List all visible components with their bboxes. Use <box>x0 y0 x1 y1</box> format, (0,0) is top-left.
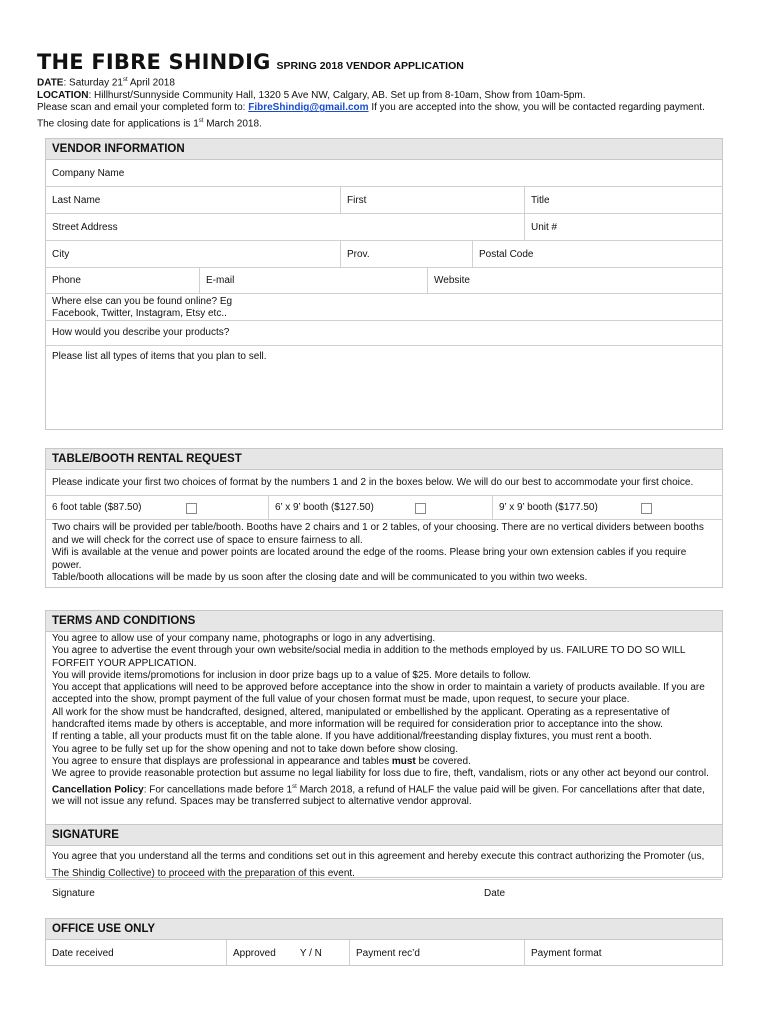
booth-instructions-row <box>46 470 722 496</box>
form-header <box>37 50 737 131</box>
terms-line-displays: You agree to ensure that displays are professional in appearance and tables must be covered. <box>52 755 471 767</box>
terms-line: All work for the show must be handcrafted, designed, altered, manipulated or embellished by the applicant. Operating as a representative of handcrafted items made by others is acceptable, and more information will be required for consideration prior to acceptance into the show. <box>52 706 670 731</box>
approved-yn: Y / N <box>299 947 322 959</box>
terms-line: You will provide items/promotions for inclusion in door prize bags up to a value of $25. More details to follow. <box>52 669 531 681</box>
closing-date: The closing date for applications is 1st March 2018. <box>37 117 262 130</box>
booth-instructions: Please indicate your first two choices of format by the numbers 1 and 2 in the boxes below. We will do our best to accommodate your first choice. <box>52 477 694 488</box>
name-row <box>46 187 722 214</box>
vendor-information-section <box>45 138 723 430</box>
terms-line: You accept that applications will need to be approved before acceptance into the show in order to maintain a variety of products available. If you are accepted into the show, prompt payment of the full value of your chosen format must be made, upon request, to secure your place. <box>52 682 705 706</box>
title-field[interactable]: Title <box>524 187 722 213</box>
phone-field[interactable]: Phone <box>52 275 81 286</box>
signature-heading: SIGNATURE <box>46 825 722 846</box>
last-name-field[interactable]: Last Name <box>52 194 101 206</box>
approved-field[interactable]: Approved Y / N <box>226 940 349 966</box>
section-heading: OFFICE USE ONLY <box>46 919 722 940</box>
terms-line: You agree to be fully set up for the show opening and not to take down before show closing. <box>52 743 459 755</box>
event-date: DATE: Saturday 21st April 2018 <box>37 77 175 89</box>
terms-line: You agree to advertise the event through your own website/social media in addition to the methods employed by us. FAILURE TO DO SO WILL FORFEIT YOUR APPLICATION. <box>52 645 686 669</box>
terms-body <box>46 632 722 825</box>
cancellation-policy: Cancellation Policy: For cancellations made before 1st March 2018, a refund of HALF the value paid will be given. For cancellations after that date, we will not issue any refund. Spaces may be transferred subject to alternative vendor approval. <box>52 783 705 808</box>
email-link[interactable]: FibreShindig@gmail.com <box>248 102 369 114</box>
terms-section <box>45 610 723 899</box>
option-6ft-table: 6 foot table ($87.50) <box>46 496 268 519</box>
province-field[interactable]: Prov. <box>340 241 472 267</box>
signature-row <box>46 880 722 906</box>
option-6ft-table-checkbox[interactable] <box>186 503 197 514</box>
items-list-field[interactable] <box>46 346 722 430</box>
section-heading: TABLE/BOOTH RENTAL REQUEST <box>46 449 722 470</box>
payment-received-field[interactable]: Payment rec’d <box>349 940 524 966</box>
street-address-field[interactable]: Street Address <box>52 221 118 233</box>
booth-options-row <box>46 496 722 520</box>
option-6x9-booth-checkbox[interactable] <box>415 503 426 514</box>
company-name-field[interactable]: Company Name <box>52 167 125 179</box>
postal-code-field[interactable]: Postal Code <box>472 241 722 267</box>
first-name-field[interactable]: First <box>340 187 524 213</box>
event-location: LOCATION: Hillhurst/Sunnyside Community Hall, 1320 5 Ave NW, Calgary, AB. Set up from 8-10am, Show from 10am-5pm. <box>37 89 586 101</box>
booth-notes-row <box>46 520 722 588</box>
option-6x9-booth: 6’ x 9’ booth ($127.50) <box>268 496 492 519</box>
signature-agreement: You agree that you understand all the terms and conditions set out in this agreement and hereby execute this contract authorizing the Promoter (us, The Shindig Collective) to proceed with the preparation of this event. <box>46 846 722 880</box>
online-presence-field[interactable] <box>46 294 722 321</box>
product-description-field[interactable] <box>46 321 722 346</box>
booth-note-wifi: Wifi is available at the venue and power points are located around the edge of the rooms. Please bring your own extension cables if you require power. <box>52 547 687 571</box>
email-field[interactable]: E-mail <box>199 268 427 293</box>
contact-row <box>46 268 722 294</box>
date-received-field[interactable]: Date received <box>52 947 114 959</box>
city-row <box>46 241 722 268</box>
section-heading: VENDOR INFORMATION <box>46 139 722 160</box>
online-presence-label-2: Facebook, Twitter, Instagram, Etsy etc.. <box>52 307 227 319</box>
terms-line: If renting a table, all your products must fit on the table alone. If you have additional/freestanding display fixtures, you must rent a booth. <box>52 731 652 743</box>
office-row <box>46 940 722 966</box>
submission-instructions: Please scan and email your completed form to: FibreShindig@gmail.com If you are accepted into the show, you will be contacted regarding payment. <box>37 102 705 114</box>
form-subtitle: SPRING 2018 VENDOR APPLICATION <box>276 60 464 72</box>
signature-field[interactable]: Signature <box>52 887 95 899</box>
form-title: THE FIBRE SHINDIG <box>37 50 271 74</box>
company-row <box>46 160 722 187</box>
signature-date-field[interactable]: Date <box>484 887 506 899</box>
option-9x9-booth: 9’ x 9’ booth ($177.50) <box>492 496 722 519</box>
website-field[interactable]: Website <box>427 268 722 293</box>
booth-note-allocation: Table/booth allocations will be made by us soon after the closing date and will be communicated to you within two weeks. <box>52 572 588 583</box>
payment-format-field[interactable]: Payment format <box>524 940 722 966</box>
online-presence-label-1: Where else can you be found online? Eg <box>52 296 233 307</box>
section-heading: TERMS AND CONDITIONS <box>46 611 722 632</box>
address-row <box>46 214 722 241</box>
option-9x9-booth-checkbox[interactable] <box>641 503 652 514</box>
items-list-label: Please list all types of items that you plan to sell. <box>52 351 267 362</box>
product-description-label: How would you describe your products? <box>52 327 230 338</box>
terms-line: You agree to allow use of your company name, photographs or logo in any advertising. <box>52 633 436 644</box>
terms-line: We agree to provide reasonable protection but assume no legal liability for loss due to fire, theft, vandalism, riots or any other act beyond our control. <box>52 768 709 780</box>
city-field[interactable]: City <box>52 248 70 260</box>
office-use-section <box>45 918 723 966</box>
unit-field[interactable]: Unit # <box>524 214 722 240</box>
booth-note-chairs: Two chairs will be provided per table/booth. Booths have 2 chairs and 1 or 2 tables, of your choosing. There are no vertical dividers between booths and we will check for the correct use of space to ensure fairness to all. <box>52 522 704 546</box>
booth-rental-section <box>45 448 723 588</box>
